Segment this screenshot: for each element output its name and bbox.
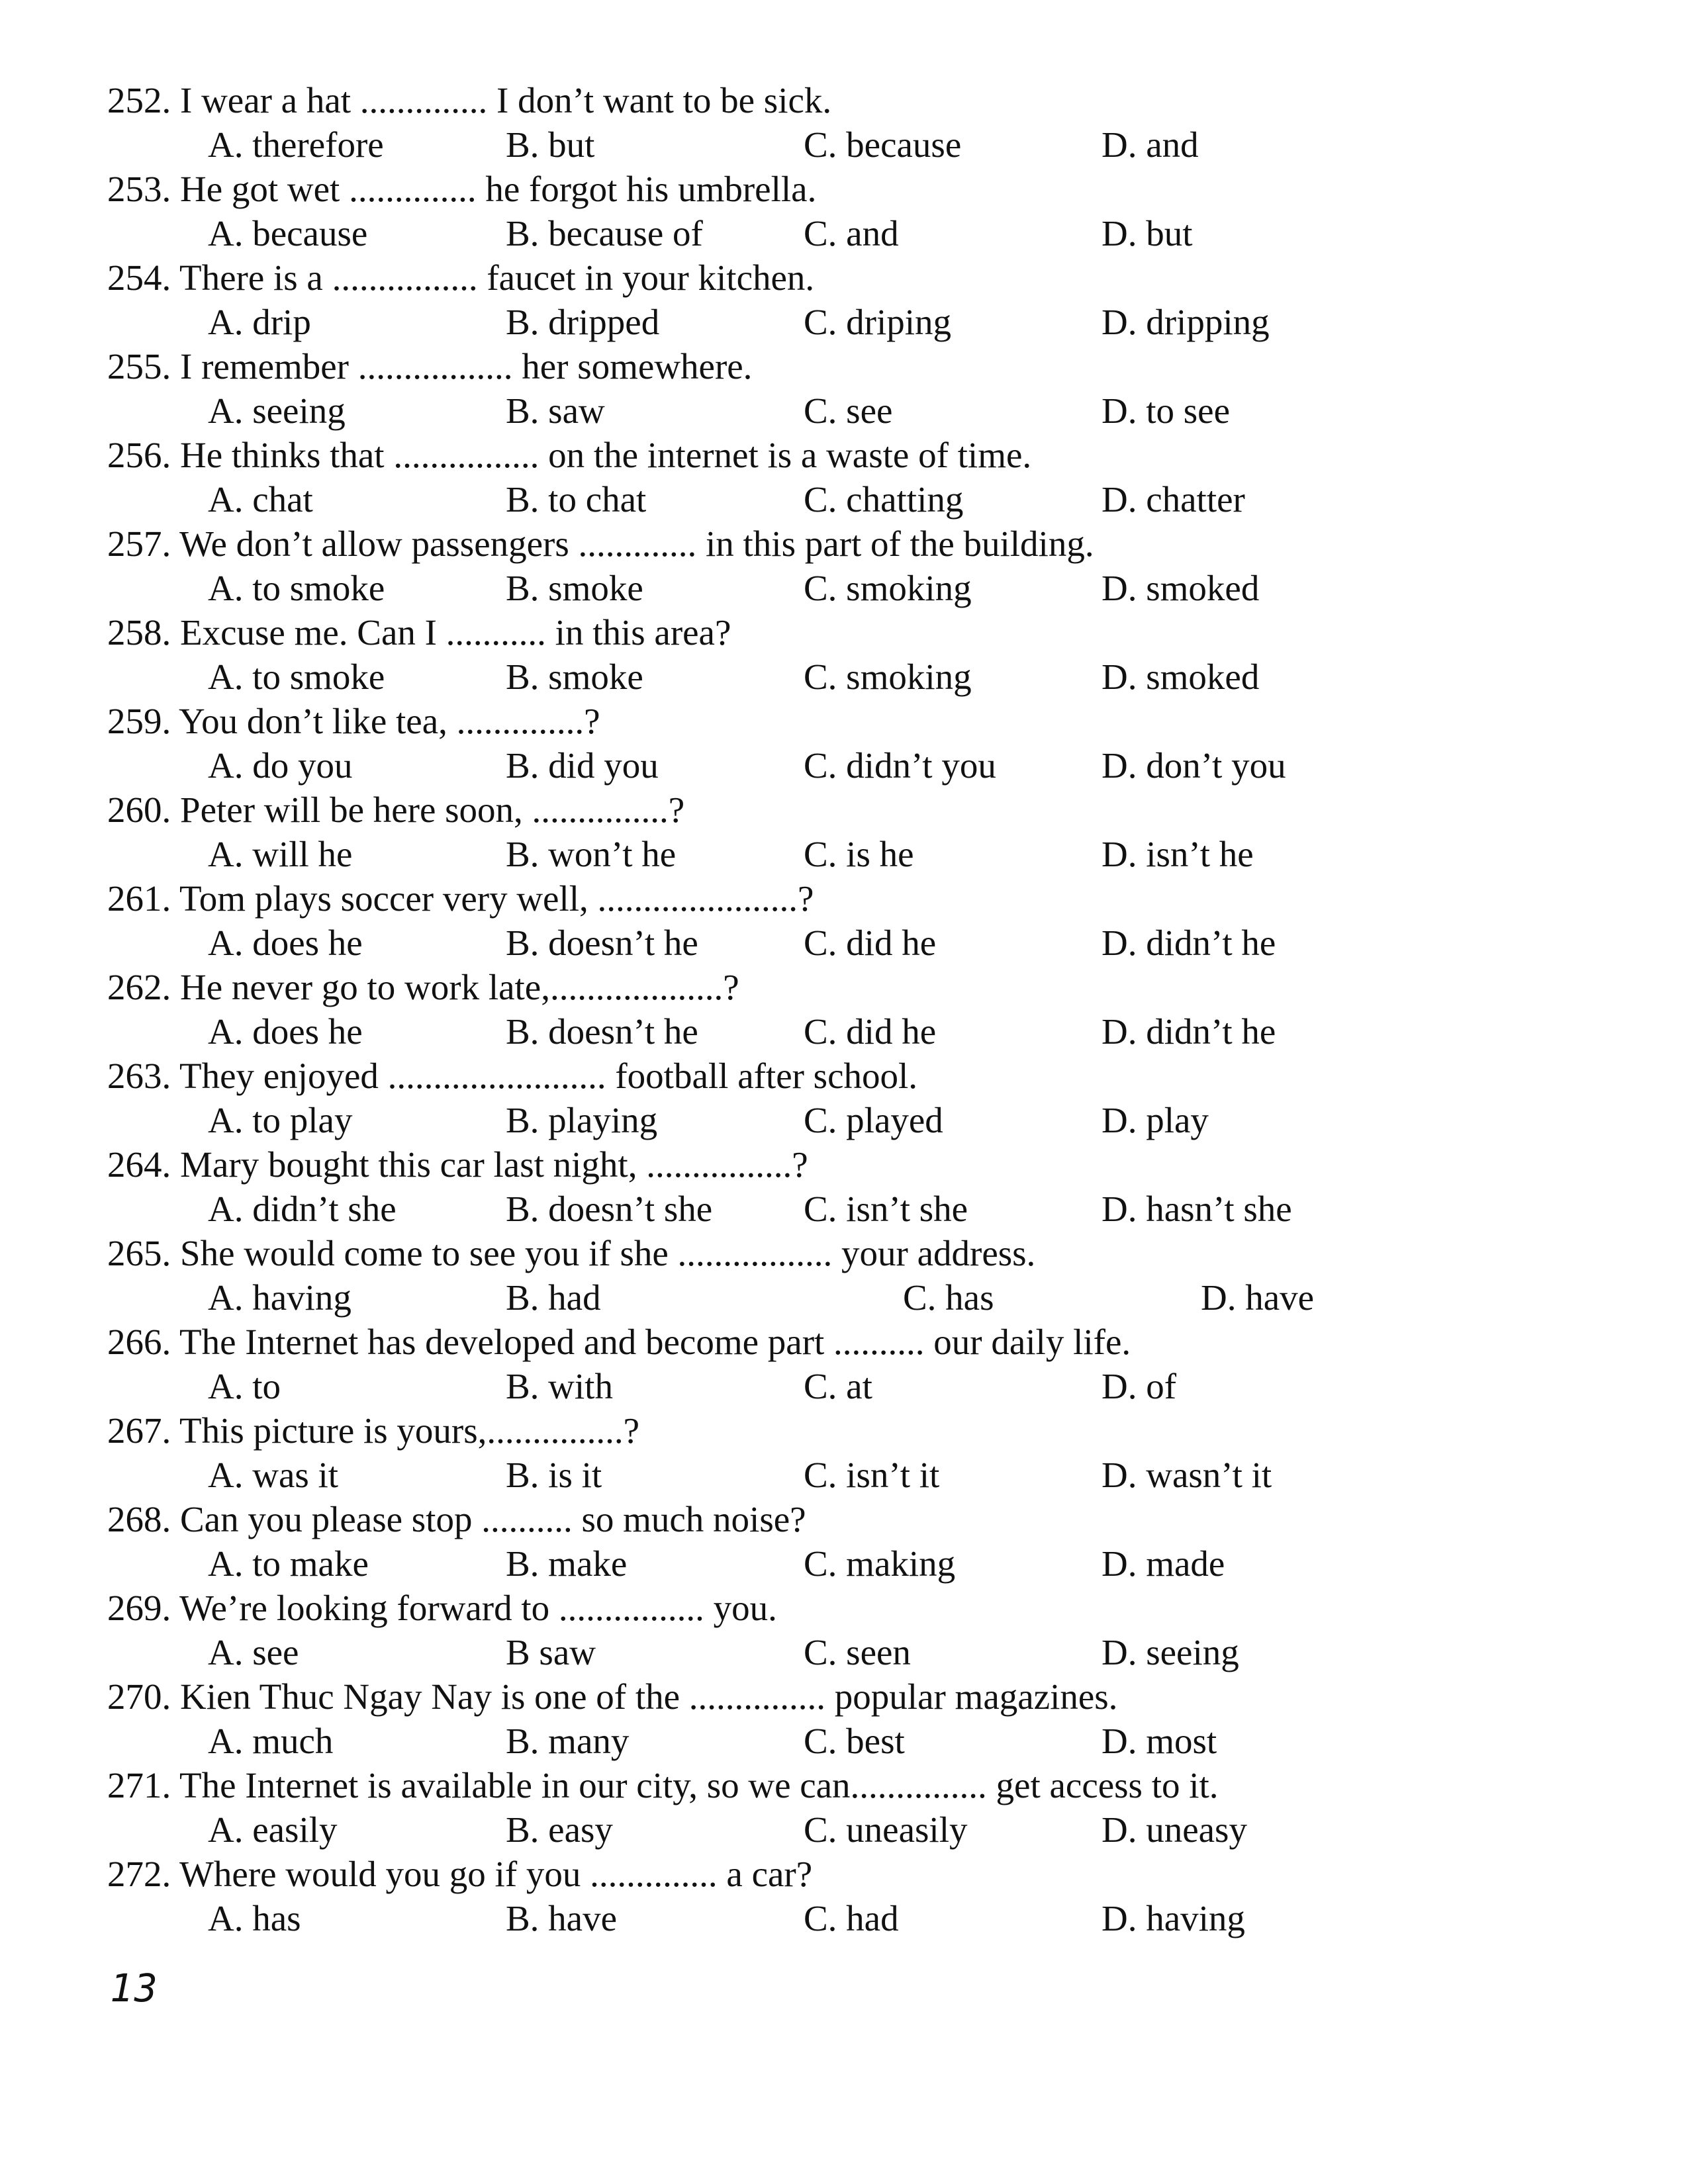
option-d: D. dripping: [1102, 302, 1270, 342]
answer-options: [107, 832, 1617, 876]
answer-options: [107, 211, 1617, 255]
option-c: C. didn’t you: [804, 745, 996, 786]
question-269: [107, 1586, 1617, 1674]
question-264: [107, 1142, 1617, 1231]
option-b: B. but: [506, 124, 595, 165]
answer-options: [107, 1807, 1617, 1852]
question-254: [107, 255, 1617, 344]
option-d: D. play: [1102, 1100, 1209, 1140]
option-b: B. is it: [506, 1455, 602, 1495]
question-stem: 259. You don’t like tea, ..............?: [107, 701, 600, 741]
option-b: B. doesn’t she: [506, 1189, 713, 1229]
question-stem: 260. Peter will be here soon, ...............?: [107, 790, 685, 830]
option-c: C. is he: [804, 834, 914, 874]
option-b: B. many: [506, 1721, 630, 1761]
option-c: C. driping: [804, 302, 952, 342]
option-a: A. drip: [208, 302, 311, 342]
option-d: D. hasn’t she: [1102, 1189, 1292, 1229]
option-a: A. to smoke: [208, 568, 385, 608]
option-c: C. best: [804, 1721, 905, 1761]
option-d: D. isn’t he: [1102, 834, 1254, 874]
option-b: B saw: [506, 1632, 596, 1672]
option-d: D. seeing: [1102, 1632, 1239, 1672]
question-256: [107, 433, 1617, 522]
option-c: C. had: [804, 1898, 899, 1938]
option-a: A. chat: [208, 479, 313, 520]
answer-options: [107, 122, 1617, 167]
option-b: B. smoke: [506, 568, 643, 608]
question-271: [107, 1763, 1617, 1852]
question-270: [107, 1674, 1617, 1763]
option-b: B. easy: [506, 1809, 613, 1850]
answer-options: [107, 566, 1617, 610]
question-255: [107, 344, 1617, 433]
option-d: D. have: [1201, 1277, 1315, 1318]
option-d: D. smoked: [1102, 568, 1260, 608]
answer-options: [107, 1630, 1617, 1674]
answer-options: [107, 1364, 1617, 1408]
answer-options: [107, 1541, 1617, 1586]
answer-options: [107, 1098, 1617, 1142]
option-b: B. had: [506, 1277, 601, 1318]
question-263: [107, 1054, 1617, 1142]
question-stem: 269. We’re looking forward to ................ you.: [107, 1588, 777, 1628]
question-261: [107, 876, 1617, 965]
option-b: B. playing: [506, 1100, 658, 1140]
option-c: C. did he: [804, 1011, 937, 1052]
question-stem: 271. The Internet is available in our city, so we can............... get access to it.: [107, 1765, 1219, 1805]
option-a: A. does he: [208, 1011, 363, 1052]
question-stem: 261. Tom plays soccer very well, ......................?: [107, 878, 814, 919]
option-b: B. doesn’t he: [506, 923, 698, 963]
option-d: D. didn’t he: [1102, 923, 1276, 963]
option-b: B. doesn’t he: [506, 1011, 698, 1052]
option-a: A. see: [208, 1632, 299, 1672]
answer-options: [107, 921, 1617, 965]
option-a: A. didn’t she: [208, 1189, 397, 1229]
option-d: D. smoked: [1102, 657, 1260, 697]
option-c: C. because: [804, 124, 962, 165]
option-b: B. with: [506, 1366, 613, 1406]
option-a: A. do you: [208, 745, 353, 786]
answer-options: [107, 743, 1617, 788]
option-c: C. making: [804, 1543, 956, 1584]
option-d: D. most: [1102, 1721, 1217, 1761]
option-c: C. smoking: [804, 657, 972, 697]
option-c: C. did he: [804, 923, 937, 963]
option-b: B. make: [506, 1543, 628, 1584]
answer-options: [107, 1009, 1617, 1054]
option-a: A. to make: [208, 1543, 369, 1584]
answer-options: [107, 1719, 1617, 1763]
question-stem: 266. The Internet has developed and become part .......... our daily life.: [107, 1322, 1131, 1362]
question-stem: 268. Can you please stop .......... so much noise?: [107, 1499, 806, 1539]
option-a: A. has: [208, 1898, 301, 1938]
answer-options: [107, 477, 1617, 522]
question-stem: 255. I remember ................. her somewhere.: [107, 346, 753, 387]
answer-options: [107, 300, 1617, 344]
option-d: D. didn’t he: [1102, 1011, 1276, 1052]
option-d: D. don’t you: [1102, 745, 1286, 786]
option-d: D. having: [1102, 1898, 1245, 1938]
option-c: C. see: [804, 390, 893, 431]
option-a: A. to: [208, 1366, 281, 1406]
option-b: B. did you: [506, 745, 659, 786]
question-stem: 264. Mary bought this car last night, ................?: [107, 1144, 808, 1185]
option-d: D. made: [1102, 1543, 1225, 1584]
answer-options: [107, 655, 1617, 699]
option-b: B. won’t he: [506, 834, 677, 874]
question-266: [107, 1320, 1617, 1408]
question-265: [107, 1231, 1617, 1320]
question-272: [107, 1852, 1617, 1940]
question-list: [107, 78, 1617, 1940]
option-d: D. chatter: [1102, 479, 1245, 520]
question-257: [107, 522, 1617, 610]
option-b: B. to chat: [506, 479, 647, 520]
option-d: D. but: [1102, 213, 1193, 253]
option-d: D. of: [1102, 1366, 1177, 1406]
option-c: C. smoking: [804, 568, 972, 608]
option-a: A. therefore: [208, 124, 384, 165]
answer-options: [107, 1896, 1617, 1940]
option-a: A. seeing: [208, 390, 346, 431]
question-stem: 258. Excuse me. Can I ........... in this area?: [107, 612, 731, 653]
option-a: A. much: [208, 1721, 334, 1761]
option-d: D. uneasy: [1102, 1809, 1247, 1850]
question-253: [107, 167, 1617, 255]
question-258: [107, 610, 1617, 699]
question-stem: 265. She would come to see you if she ................. your address.: [107, 1233, 1036, 1273]
question-stem: 252. I wear a hat .............. I don’t want to be sick.: [107, 80, 832, 120]
question-stem: 272. Where would you go if you .............. a car?: [107, 1854, 813, 1894]
answer-options: [107, 1275, 1617, 1320]
question-268: [107, 1497, 1617, 1586]
option-a: A. having: [208, 1277, 352, 1318]
answer-options: [107, 388, 1617, 433]
option-a: A. was it: [208, 1455, 339, 1495]
question-259: [107, 699, 1617, 788]
answer-options: [107, 1453, 1617, 1497]
answer-options: [107, 1187, 1617, 1231]
option-a: A. will he: [208, 834, 353, 874]
page-number: 13: [110, 1966, 159, 2011]
question-stem: 270. Kien Thuc Ngay Nay is one of the ............... popular magazines.: [107, 1676, 1118, 1717]
option-b: B. have: [506, 1898, 618, 1938]
option-b: B. smoke: [506, 657, 643, 697]
option-c: C. and: [804, 213, 899, 253]
option-a: A. because: [208, 213, 368, 253]
option-c: C. isn’t she: [804, 1189, 968, 1229]
question-267: [107, 1408, 1617, 1497]
question-262: [107, 965, 1617, 1054]
option-c: C. at: [804, 1366, 872, 1406]
question-stem: 253. He got wet .............. he forgot his umbrella.: [107, 169, 817, 209]
question-stem: 267. This picture is yours,...............?: [107, 1410, 640, 1451]
option-d: D. to see: [1102, 390, 1230, 431]
question-stem: 257. We don’t allow passengers ............. in this part of the building.: [107, 523, 1094, 564]
option-b: B. saw: [506, 390, 605, 431]
option-a: A. to play: [208, 1100, 353, 1140]
option-d: D. and: [1102, 124, 1199, 165]
question-stem: 254. There is a ................ faucet in your kitchen.: [107, 257, 815, 298]
option-b: B. dripped: [506, 302, 660, 342]
option-a: A. to smoke: [208, 657, 385, 697]
option-c: C. isn’t it: [804, 1455, 940, 1495]
option-c: C. played: [804, 1100, 943, 1140]
option-c: C. uneasily: [804, 1809, 968, 1850]
option-c: C. chatting: [804, 479, 964, 520]
option-b: B. because of: [506, 213, 703, 253]
option-c: C. has: [903, 1277, 994, 1318]
question-stem: 263. They enjoyed ........................ football after school.: [107, 1056, 918, 1096]
option-d: D. wasn’t it: [1102, 1455, 1272, 1495]
question-stem: 256. He thinks that ................ on the internet is a waste of time.: [107, 435, 1032, 475]
question-260: [107, 788, 1617, 876]
option-c: C. seen: [804, 1632, 911, 1672]
option-a: A. easily: [208, 1809, 338, 1850]
option-a: A. does he: [208, 923, 363, 963]
question-stem: 262. He never go to work late,...................?: [107, 967, 739, 1007]
question-252: [107, 78, 1617, 167]
